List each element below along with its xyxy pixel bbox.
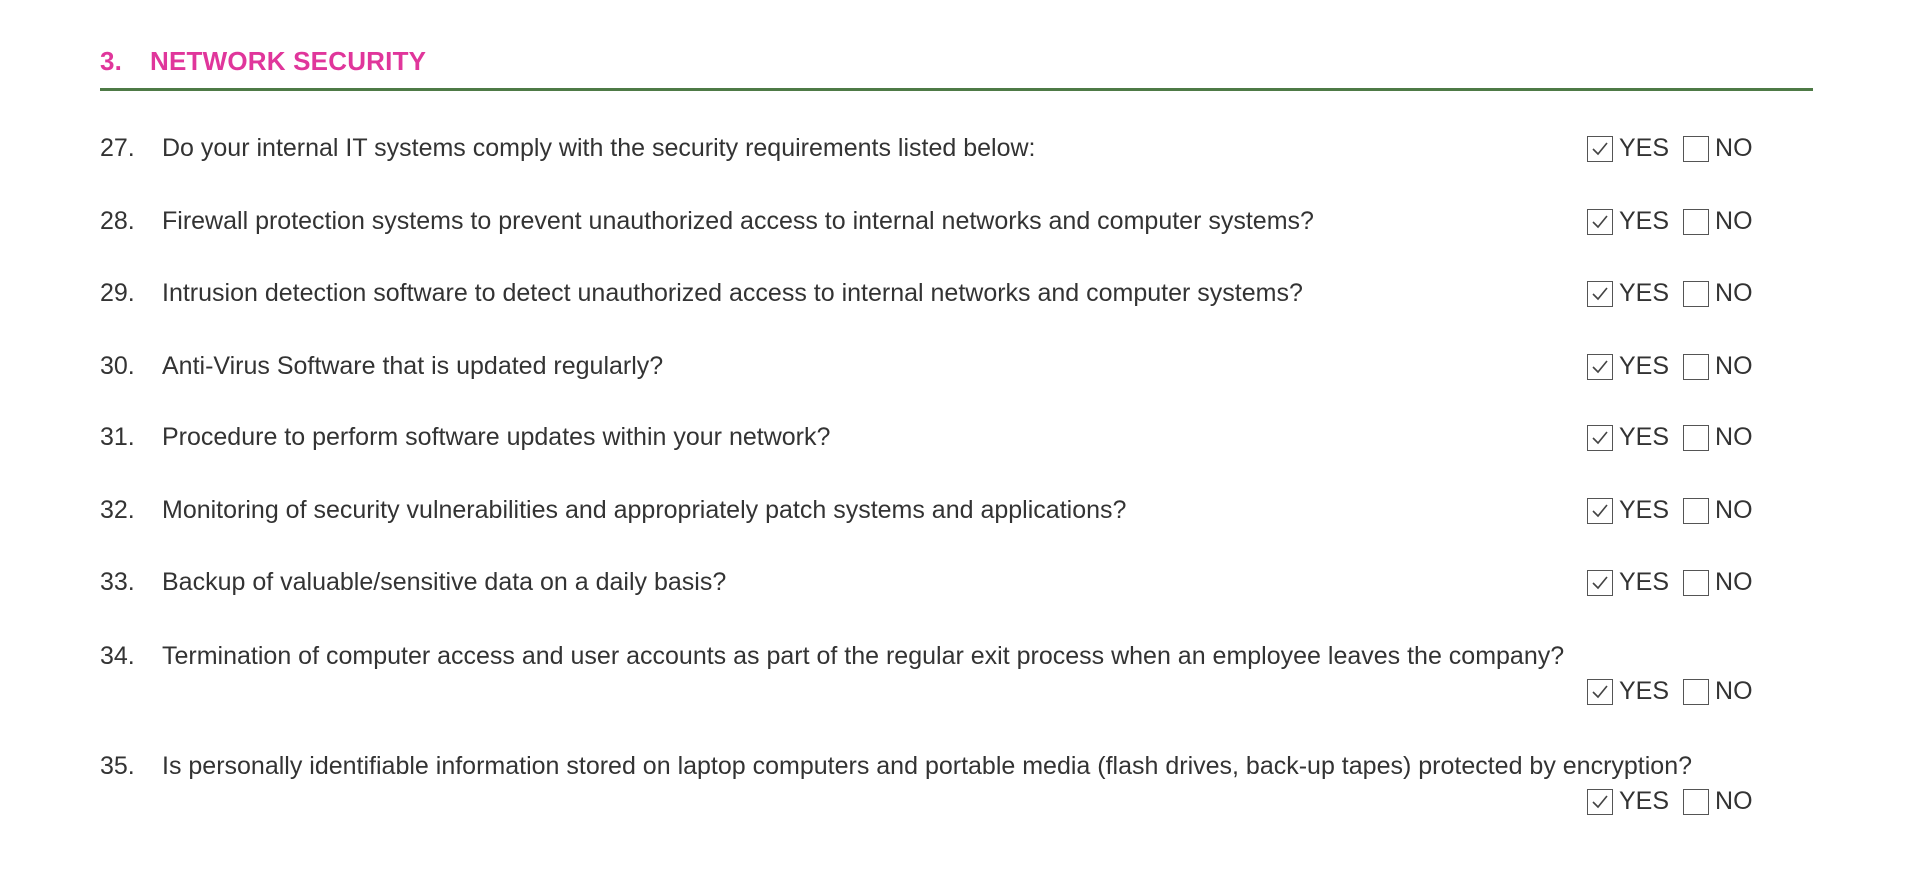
no-label: NO xyxy=(1715,568,1753,596)
yes-checkbox[interactable] xyxy=(1587,209,1613,235)
checkmark-icon xyxy=(1590,139,1610,159)
question-number: 29. xyxy=(100,279,135,307)
checkmark-icon xyxy=(1590,284,1610,304)
no-label: NO xyxy=(1715,423,1753,451)
answer-32 xyxy=(1587,492,1753,529)
checkmark-icon xyxy=(1590,212,1610,232)
yes-checkbox[interactable] xyxy=(1587,425,1613,451)
question-text: Intrusion detection software to detect unauthorized access to internal networks and computer systems? xyxy=(162,279,1303,307)
yes-label: YES xyxy=(1619,568,1670,596)
no-checkbox[interactable] xyxy=(1683,425,1709,451)
section-number: 3. xyxy=(100,46,123,76)
no-label: NO xyxy=(1715,496,1753,524)
no-label: NO xyxy=(1715,352,1753,380)
yes-label: YES xyxy=(1619,423,1670,451)
question-text: Anti-Virus Software that is updated regularly? xyxy=(162,352,664,380)
section-divider xyxy=(100,88,1813,91)
answer-33 xyxy=(1587,564,1753,601)
question-number: 27. xyxy=(100,134,135,162)
question-text: Do your internal IT systems comply with the security requirements listed below: xyxy=(162,134,1036,162)
answer-34 xyxy=(1587,673,1753,710)
checkmark-icon xyxy=(1590,428,1610,448)
no-label: NO xyxy=(1715,134,1753,162)
no-checkbox[interactable] xyxy=(1683,136,1709,162)
yes-checkbox[interactable] xyxy=(1587,789,1613,815)
question-text: Termination of computer access and user accounts as part of the regular exit process when an employee leaves the company? xyxy=(162,642,1565,670)
answer-31 xyxy=(1587,419,1753,456)
no-checkbox[interactable] xyxy=(1683,281,1709,307)
answer-29 xyxy=(1587,275,1753,312)
yes-checkbox[interactable] xyxy=(1587,354,1613,380)
yes-checkbox[interactable] xyxy=(1587,570,1613,596)
yes-label: YES xyxy=(1619,496,1670,524)
question-number: 33. xyxy=(100,568,135,596)
question-number: 35. xyxy=(100,752,135,780)
question-number: 30. xyxy=(100,352,135,380)
answer-30 xyxy=(1587,348,1753,385)
yes-label: YES xyxy=(1619,677,1670,705)
section-title xyxy=(100,46,426,77)
checkmark-icon xyxy=(1590,573,1610,593)
yes-label: YES xyxy=(1619,207,1670,235)
no-checkbox[interactable] xyxy=(1683,354,1709,380)
yes-label: YES xyxy=(1619,134,1670,162)
yes-checkbox[interactable] xyxy=(1587,679,1613,705)
question-text: Firewall protection systems to prevent unauthorized access to internal networks and computer systems? xyxy=(162,207,1314,235)
no-label: NO xyxy=(1715,279,1753,307)
yes-label: YES xyxy=(1619,279,1670,307)
yes-checkbox[interactable] xyxy=(1587,498,1613,524)
question-number: 28. xyxy=(100,207,135,235)
question-text: Backup of valuable/sensitive data on a daily basis? xyxy=(162,568,727,596)
yes-label: YES xyxy=(1619,787,1670,815)
question-text: Is personally identifiable information stored on laptop computers and portable media (flash drives, back-up tapes) protected by encryption? xyxy=(162,752,1693,780)
no-checkbox[interactable] xyxy=(1683,498,1709,524)
no-checkbox[interactable] xyxy=(1683,570,1709,596)
question-number: 31. xyxy=(100,423,135,451)
answer-28 xyxy=(1587,203,1753,240)
checkmark-icon xyxy=(1590,792,1610,812)
question-text: Procedure to perform software updates within your network? xyxy=(162,423,831,451)
no-label: NO xyxy=(1715,207,1753,235)
yes-label: YES xyxy=(1619,352,1670,380)
no-checkbox[interactable] xyxy=(1683,679,1709,705)
no-checkbox[interactable] xyxy=(1683,789,1709,815)
question-number: 32. xyxy=(100,496,135,524)
no-label: NO xyxy=(1715,787,1753,815)
answer-35 xyxy=(1587,783,1753,820)
checkmark-icon xyxy=(1590,357,1610,377)
section-title-text: NETWORK SECURITY xyxy=(150,46,427,76)
yes-checkbox[interactable] xyxy=(1587,136,1613,162)
checkmark-icon xyxy=(1590,501,1610,521)
no-label: NO xyxy=(1715,677,1753,705)
answer-27 xyxy=(1587,130,1753,167)
question-text: Monitoring of security vulnerabilities and appropriately patch systems and applications? xyxy=(162,496,1127,524)
question-number: 34. xyxy=(100,642,135,670)
no-checkbox[interactable] xyxy=(1683,209,1709,235)
checkmark-icon xyxy=(1590,682,1610,702)
yes-checkbox[interactable] xyxy=(1587,281,1613,307)
